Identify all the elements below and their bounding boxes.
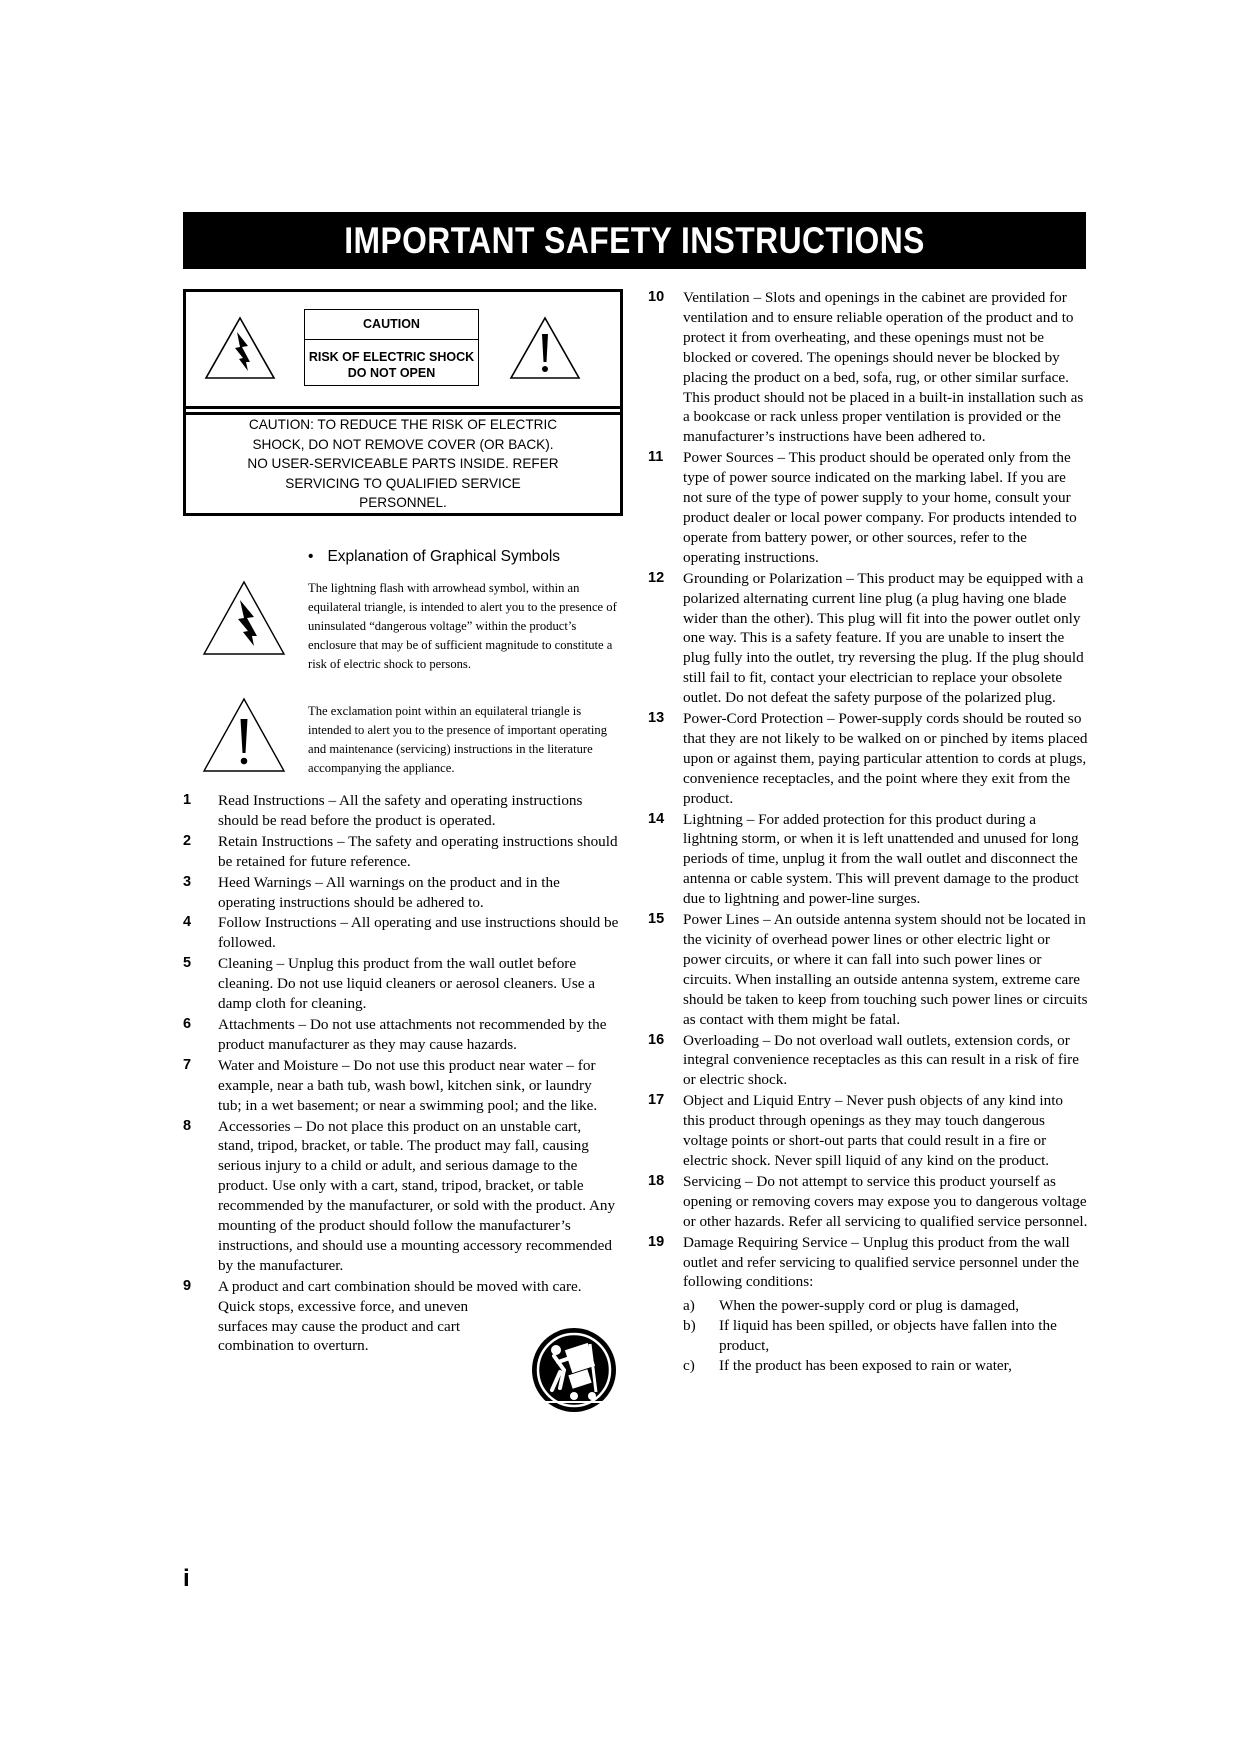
item-number: 14 [648,810,665,827]
conditions-list [648,1296,1088,1376]
instruction-item [183,832,619,872]
instructions-left-column [183,791,619,1357]
instruction-item [183,873,619,913]
item-number: 9 [183,1277,192,1294]
item-number: 6 [183,1015,192,1032]
item-text-line: surfaces may cause the product and cart [218,1317,461,1335]
instruction-item [648,910,1088,1029]
item-number: 7 [183,1056,192,1073]
item-text: Ventilation – Slots and openings in the cabinet are provided for ventilation and to ensure reliable operation of the product and to protect it from overheating, and these openings must not be blocked or covered. The openings should never be blocked by placing the product on a bed, sofa, rug, or other similar surface. This product should not be placed in a built-in installation such as a bookcase or rack unless proper ventilation is provided or the manufacturer’s instructions have been adhered to. [683,289,1084,446]
caution-label-box [304,309,479,386]
item-number: 11 [648,449,664,466]
item-text: Read Instructions – All the safety and operating instructions should be read before the product is operated. [218,792,583,829]
item-text: Heed Warnings – All warnings on the product and in the operating instructions should be adhered to. [218,873,560,911]
instruction-item [648,810,1088,910]
exclamation-symbol-icon [202,697,286,773]
caution-label: CAUTION [305,310,478,340]
item-text: Cleaning – Unplug this product from the wall outlet before cleaning. Do not use liquid cleaners or aerosol cleaners. Use a damp cloth for cleaning. [218,955,596,1013]
item-number: 18 [648,1172,665,1189]
instruction-item [183,791,619,831]
item-number: 4 [183,914,192,931]
item-text-line: Quick stops, excessive force, and uneven [218,1297,469,1315]
condition-item [648,1316,1088,1356]
item-number: 2 [183,832,192,849]
condition-item [648,1296,1088,1316]
item-number: 17 [648,1092,665,1109]
instruction-item [648,448,1088,567]
instruction-item [648,1091,1088,1171]
item-text: Retain Instructions – The safety and operating instructions should be retained for future reference. [218,832,618,870]
item-number: 1 [183,792,192,808]
item-text: Power Sources – This product should be operated only from the type of power source indicated on the marking label. If you are not sure of the type of power supply to your home, consult your product dealer or local power company. For products intended to operate from battery power, or other sources, refer to the operating instructions. [683,449,1077,566]
page-title-banner [183,212,1086,269]
item-text: Lightning – For added protection for this product during a lightning storm, or when it is left unattended and unused for long periods of time, unplug it from the wall outlet and disconnect the antenna or cable system. This will prevent damage to the product due to lightning and power-line surges. [683,810,1079,908]
condition-text: If liquid has been spilled, or objects have fallen into the product, [719,1317,1057,1355]
condition-letter: a) [683,1297,695,1315]
instruction-item [648,1031,1088,1091]
exclamation-warning-icon [509,316,581,380]
cart-tipover-warning-icon [530,1326,618,1414]
item-number: 3 [183,873,192,890]
page-number: i [183,1565,190,1592]
shock-warning-line2: DO NOT OPEN [347,366,436,380]
caution-panel-top [186,292,620,409]
item-number: 5 [183,955,192,972]
item-number: 19 [648,1233,665,1250]
instruction-item [648,288,1088,447]
item-text: Overloading – Do not overload wall outlets, extension cords, or integral convenience receptacles as this can result in a risk of fire or electric shock. [683,1031,1079,1089]
item-text: Grounding or Polarization – This product may be equipped with a polarized alternating current line plug (a plug having one blade wider than the other). This plug will fit into the power outlet only one way. This is a safety feature. If you are unable to insert the plug fully into the outlet, try reversing the plug. If the plug should still fail to fit, contact your electrician to replace your obsolete outlet. Do not defeat the safety purpose of the polarized plug. [683,569,1084,707]
lightning-warning-icon [204,316,276,380]
item-text: Power-Cord Protection – Power-supply cords should be routed so that they are not likely to be walked on or pinched by items placed upon or against them, paying particular attention to cords at plugs, convenience receptacles, and the point where they exit from the product. [683,710,1088,807]
caution-panel [183,289,623,516]
item-text-line: A product and cart combination should be moved with care. [218,1277,582,1295]
condition-letter: b) [683,1317,696,1335]
item-number: 15 [648,911,665,928]
item-text: Damage Requiring Service – Unplug this product from the wall outlet and refer servicing to qualified service personnel under the following conditions: [683,1233,1079,1291]
item-text: Power Lines – An outside antenna system should not be located in the vicinity of overhead power lines or other electric light or power circuits, or where it can fall into such power lines or circuits. When installing an outside antenna system, extreme care should be taken to keep from touching such power lines or circuits as contact with them might be fatal. [683,911,1088,1028]
caution-notice: CAUTION: TO REDUCE THE RISK OF ELECTRIC SHOCK, DO NOT REMOVE COVER (OR BACK). NO USER-SERVICEABLE PARTS INSIDE. REFER SERVICING TO QUALIFIED SERVICE PERSONNEL. [247,417,559,511]
exclamation-symbol-text: The exclamation point within an equilateral triangle is intended to alert you to the presence of important operating and maintenance (servicing) instructions in the literature accompanying the appliance. [308,704,608,775]
item-text: Servicing – Do not attempt to service this product yourself as opening or removing covers may expose you to dangerous voltage or other hazards. Refer all servicing to qualified service personnel. [683,1172,1088,1230]
instruction-item [183,954,619,1014]
condition-letter: c) [683,1357,695,1375]
instruction-item [183,1056,619,1116]
shock-warning-line1: RISK OF ELECTRIC SHOCK [308,350,475,364]
instructions-right-column [648,288,1088,1376]
instruction-item [648,569,1088,708]
condition-text: If the product has been exposed to rain or water, [719,1357,1012,1375]
item-number: 8 [183,1117,192,1134]
item-number: 10 [648,289,665,305]
instruction-item [648,1233,1088,1293]
item-text: Water and Moisture – Do not use this product near water – for example, near a bath tub, wash bowl, kitchen sink, or laundry tub; in a wet basement; or near a swimming pool; and the like. [218,1056,598,1114]
instruction-item [183,1117,619,1276]
item-text: Attachments – Do not use attachments not recommended by the product manufacturer as they may cause hazards. [218,1015,607,1053]
item-text: Follow Instructions – All operating and use instructions should be followed. [218,914,619,952]
bullet-icon: • [308,548,314,565]
instruction-item [648,709,1088,809]
lightning-symbol-text: The lightning flash with arrowhead symbol, within an equilateral triangle, is intended to alert you to the presence of uninsulated “dangerous voltage” within the product’s enclosure that may be of sufficient magnitude to constitute a risk of electric shock to persons. [308,581,617,671]
instruction-item [183,1015,619,1055]
symbols-heading-text: Explanation of Graphical Symbols [327,548,561,565]
item-number: 12 [648,569,665,586]
instruction-item [183,913,619,953]
condition-text: When the power-supply cord or plug is damaged, [719,1297,1019,1315]
item-text: Object and Liquid Entry – Never push objects of any kind into this product through openings as they may touch dangerous voltage points or short-out parts that could result in a fire or electric shock. Never spill liquid of any kind on the product. [683,1092,1064,1169]
lightning-symbol-icon [202,580,286,656]
symbols-heading [308,548,560,566]
page-title: IMPORTANT SAFETY INSTRUCTIONS [344,219,925,261]
caution-notice-box [186,412,620,513]
instruction-item [648,1172,1088,1232]
item-text: Accessories – Do not place this product on an unstable cart, stand, tripod, bracket, or table. The product may fall, causing serious injury to a child or adult, and serious damage to the product. Use only with a cart, stand, tripod, bracket, or table recommended by the manufacturer, or sold with the product. Any mounting of the product should follow the manufacturer’s instructions, and should use a mounting accessory recommended by the manufacturer. [218,1117,616,1274]
condition-item [648,1356,1088,1376]
item-number: 16 [648,1031,665,1048]
item-number: 13 [648,710,665,727]
item-text-line: combination to overturn. [218,1337,369,1355]
